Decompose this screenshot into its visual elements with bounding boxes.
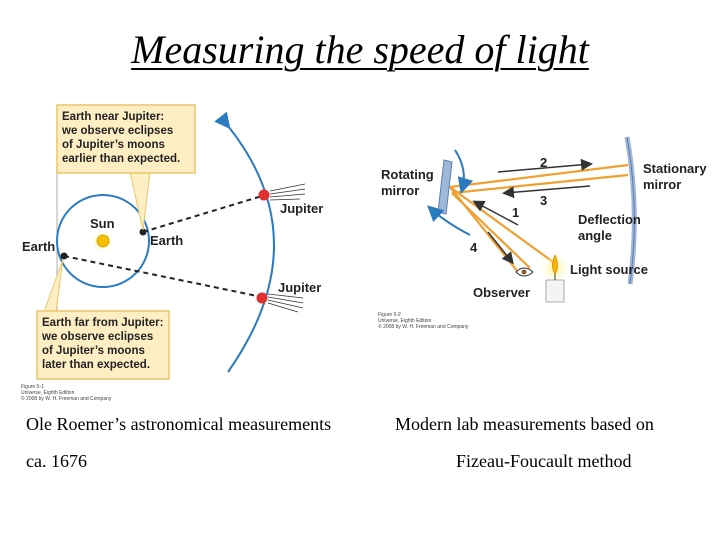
- fizeau-diagram: [378, 137, 707, 330]
- light-source-icon: [541, 254, 569, 302]
- path-number-4: 4: [470, 240, 478, 255]
- caption-right-line-2: Fizeau-Foucault method: [456, 451, 632, 471]
- light-source-label: Light source: [570, 262, 649, 277]
- jupiter-far-icon: [257, 293, 304, 313]
- stationary-mirror-label-2: mirror: [643, 177, 682, 192]
- jupiter-bottom-label: Jupiter: [278, 280, 322, 295]
- callout-near-line-2: we observe eclipses: [62, 125, 174, 137]
- jupiter-top-label: Jupiter: [280, 201, 324, 216]
- path-number-3: 3: [540, 193, 548, 208]
- sun-icon: [92, 230, 114, 252]
- earth-left-label: Earth: [22, 239, 56, 254]
- roemer-credit-3: © 2008 by W. H. Freeman and Company: [21, 396, 112, 402]
- fizeau-credit-3: © 2008 by W. H. Freeman and Company: [378, 324, 469, 330]
- earth-right-label: Earth: [150, 233, 184, 248]
- rotating-mirror-label-2: mirror: [381, 183, 420, 198]
- page-title: Measuring the speed of light: [131, 27, 589, 72]
- light-path-near: [143, 196, 262, 232]
- light-path-far: [64, 256, 262, 297]
- roemer-credit-1: Figure 5-1: [21, 384, 44, 390]
- callout-far-line-4: later than expected.: [42, 359, 151, 371]
- callout-near-line-4: earlier than expected.: [62, 153, 181, 165]
- roemer-credit-2: Universe, Eighth Edition: [21, 390, 75, 396]
- rotation-arrow-top: [455, 150, 464, 190]
- observer-label: Observer: [473, 285, 531, 300]
- deflection-angle-label-2: angle: [578, 228, 612, 243]
- rotating-mirror-icon: [438, 160, 452, 214]
- earth-far-icon: [61, 253, 68, 260]
- callout-far-line-1: Earth far from Jupiter:: [42, 317, 164, 329]
- caption-right-line-1: Modern lab measurements based on: [395, 414, 654, 434]
- callout-near-line-1: Earth near Jupiter:: [62, 111, 165, 123]
- path-number-1: 1: [512, 205, 520, 220]
- roemer-diagram: [21, 105, 323, 402]
- rotation-arrow-bottom: [430, 208, 470, 235]
- observer-eye-icon: [516, 268, 533, 276]
- fizeau-credit-1: Figure 5-2: [378, 312, 401, 318]
- callout-far-line-3: of Jupiter’s moons: [42, 345, 145, 357]
- jupiter-orbit: [228, 126, 274, 372]
- fizeau-credit-2: Universe, Eighth Edition: [378, 318, 432, 324]
- jupiter-near-icon: [259, 184, 306, 201]
- callout-near: [57, 105, 195, 230]
- deflection-angle-label-1: Deflection: [578, 212, 641, 227]
- path-number-2: 2: [540, 155, 548, 170]
- callout-far: [37, 259, 169, 379]
- caption-left-line-2: ca. 1676: [26, 451, 87, 471]
- callout-near-line-3: of Jupiter’s moons: [62, 139, 165, 151]
- rotating-mirror-label-1: Rotating: [381, 167, 434, 182]
- sun-label: Sun: [90, 216, 115, 231]
- callout-far-line-2: we observe eclipses: [42, 331, 154, 343]
- stationary-mirror-label-1: Stationary: [643, 161, 707, 176]
- caption-left-line-1: Ole Roemer’s astronomical measurements: [26, 414, 332, 434]
